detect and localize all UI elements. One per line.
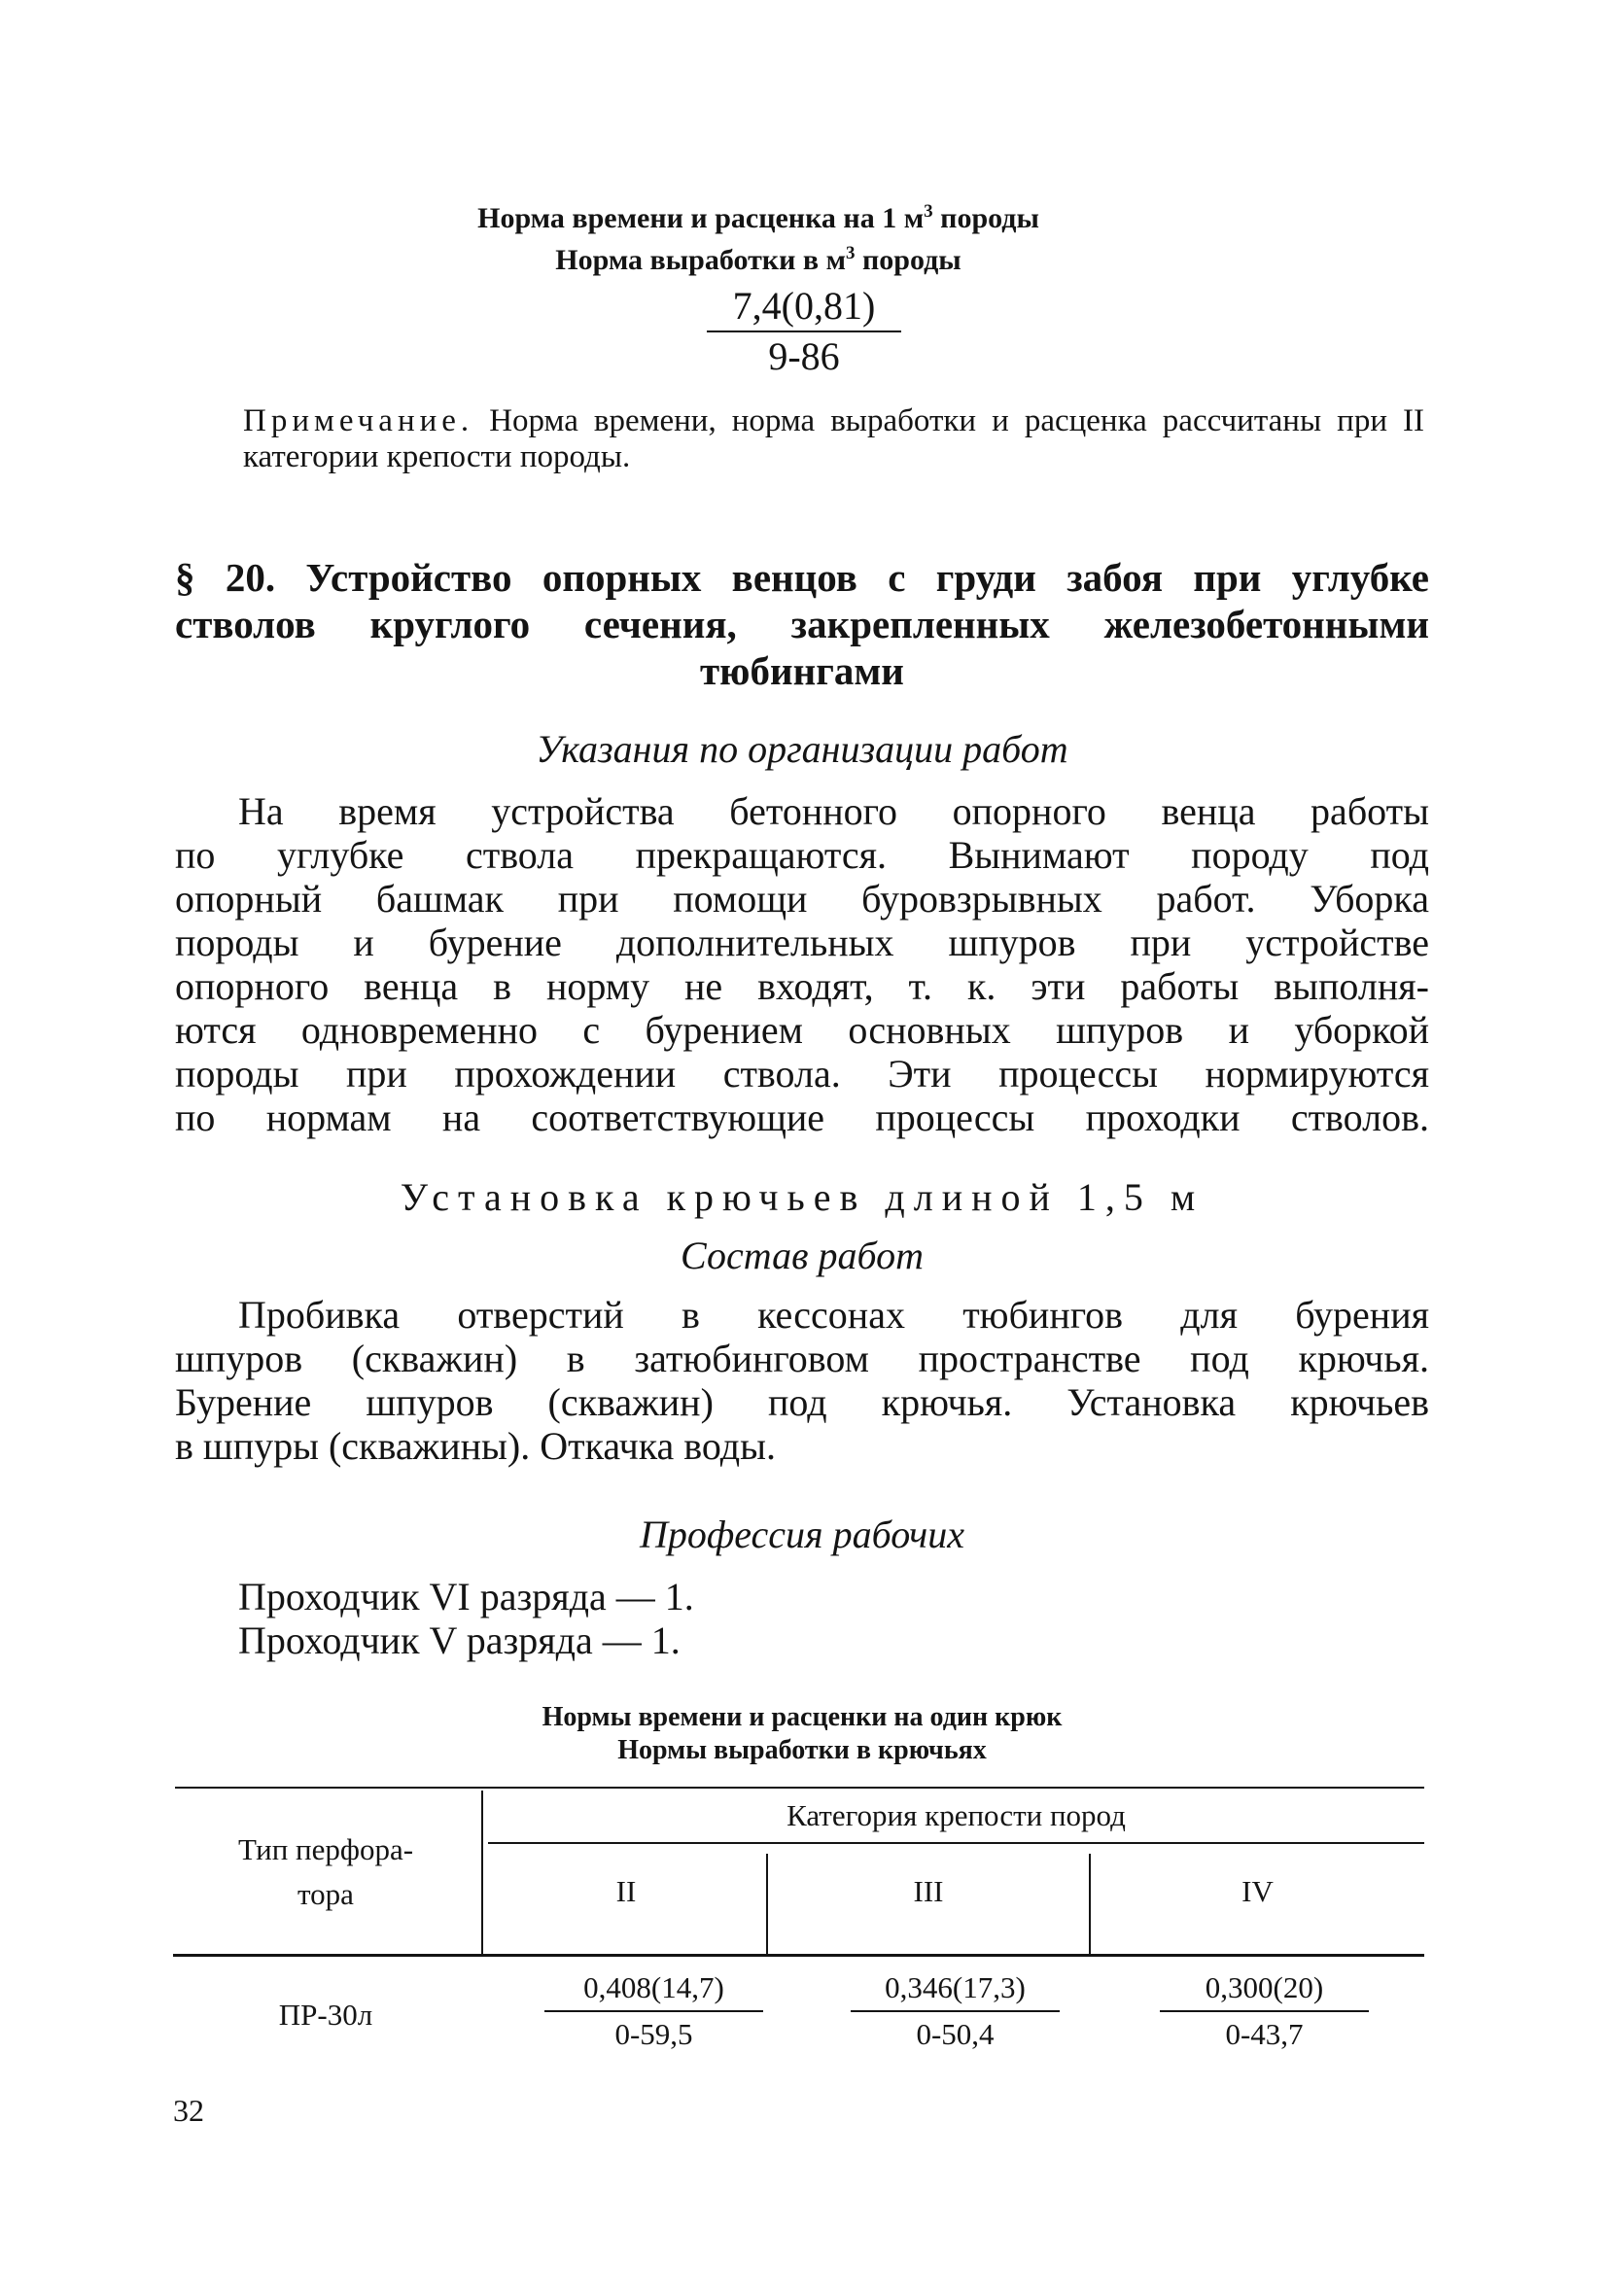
text-line: Бурение шпуров (скважин) под крючья. Установка крючьев [175, 1380, 1429, 1424]
table-cell: $\frac{0,346(17,3)}{0-50,4}$ [851, 1966, 1060, 2057]
note [243, 403, 1424, 475]
norm-numerator: 7,4(0,81) [707, 282, 901, 332]
section-heading-line1: § 20. Устройство опорных венцов с груди забоя при углубке [175, 555, 1429, 600]
workers-heading: Профессия рабочих [639, 1513, 964, 1556]
norm-header-line1: Норма времени и расценка на 1 $м^3$ породы [477, 201, 1039, 234]
organization-text [175, 789, 1429, 1139]
text-line: породы при прохождении ствола. Эти процессы нормируются [175, 1052, 1429, 1096]
table-title-line2: Нормы выработки в крючьях [617, 1735, 987, 1765]
text-line: по нормам на соответствующие процессы проходки стволов. [175, 1096, 1429, 1139]
norm-header-line2: Норма выработки в $м^3$ породы [555, 243, 961, 276]
table-row-type: ПР-30л [278, 1998, 373, 2032]
table-cell: $\frac{0,300(20)}{0-43,7}$ [1160, 1966, 1369, 2057]
table-top-rule [175, 1787, 1424, 1789]
table-header-type: Тип перфора- тора [237, 1832, 414, 1911]
text-line: Пробивка отверстий в кессонах тюбингов для бурения [238, 1293, 1429, 1337]
note-text: Норма времени, норма выработки и расценка рассчитаны при II категории крепости породы. [243, 403, 1424, 474]
table-col-divider [481, 1791, 483, 1954]
table-title [292, 1701, 1312, 1767]
note-label: Примечание. [243, 403, 474, 438]
table-title-line1: Нормы времени и расценки на один крюк [542, 1702, 1063, 1732]
table-cell: $\frac{0,408(14,7)}{0-59,5}$ [544, 1966, 763, 2057]
text-line: породы и бурение дополнительных шпуров при устройстве [175, 921, 1429, 964]
table-header-group: Категория крепости пород [787, 1798, 1126, 1832]
work-composition-text [175, 1293, 1429, 1468]
section-heading [175, 554, 1429, 694]
table-header-rule [173, 1954, 1424, 1957]
workers-list [238, 1575, 694, 1662]
page-number: 32 [173, 2093, 204, 2128]
text-line: опорный башмак при помощи буровзрывных работ. Уборка [175, 877, 1429, 921]
text-line: по углубке ствола прекращаются. Вынимают породу под [175, 833, 1429, 877]
table-group-rule [488, 1842, 1424, 1844]
worker-item: Проходчик VI разряда — 1. [238, 1575, 694, 1618]
table-header-category: III [913, 1874, 944, 1908]
text-line: На время устройства бетонного опорного венца работы [238, 789, 1429, 833]
worker-item: Проходчик V разряда — 1. [238, 1618, 681, 1662]
work-composition-heading: Состав работ [681, 1234, 924, 1277]
norm-fraction [707, 282, 901, 381]
table-header-category: II [615, 1874, 637, 1908]
norm-denominator: 9-86 [768, 334, 840, 378]
text-line: шпуров (скважин) в затюбинговом пространстве под крючья. [175, 1337, 1429, 1380]
installation-heading: Установка крючьев длиной 1,5 м [400, 1175, 1205, 1219]
organization-heading: Указания по организации работ [536, 727, 1068, 771]
text-line: в шпуры (скважины). Откачка воды. [175, 1424, 776, 1468]
norm-header [292, 194, 1225, 278]
section-heading-line3: тюбингами [700, 648, 904, 693]
text-line: опорного венца в норму не входят, т. к. эти работы выполня- [175, 964, 1429, 1008]
section-heading-line2: стволов круглого сечения, закрепленных железобетонными [175, 602, 1429, 646]
table-header-category: IV [1241, 1874, 1274, 1908]
text-line: ются одновременно с бурением основных шпуров и уборкой [175, 1008, 1429, 1052]
